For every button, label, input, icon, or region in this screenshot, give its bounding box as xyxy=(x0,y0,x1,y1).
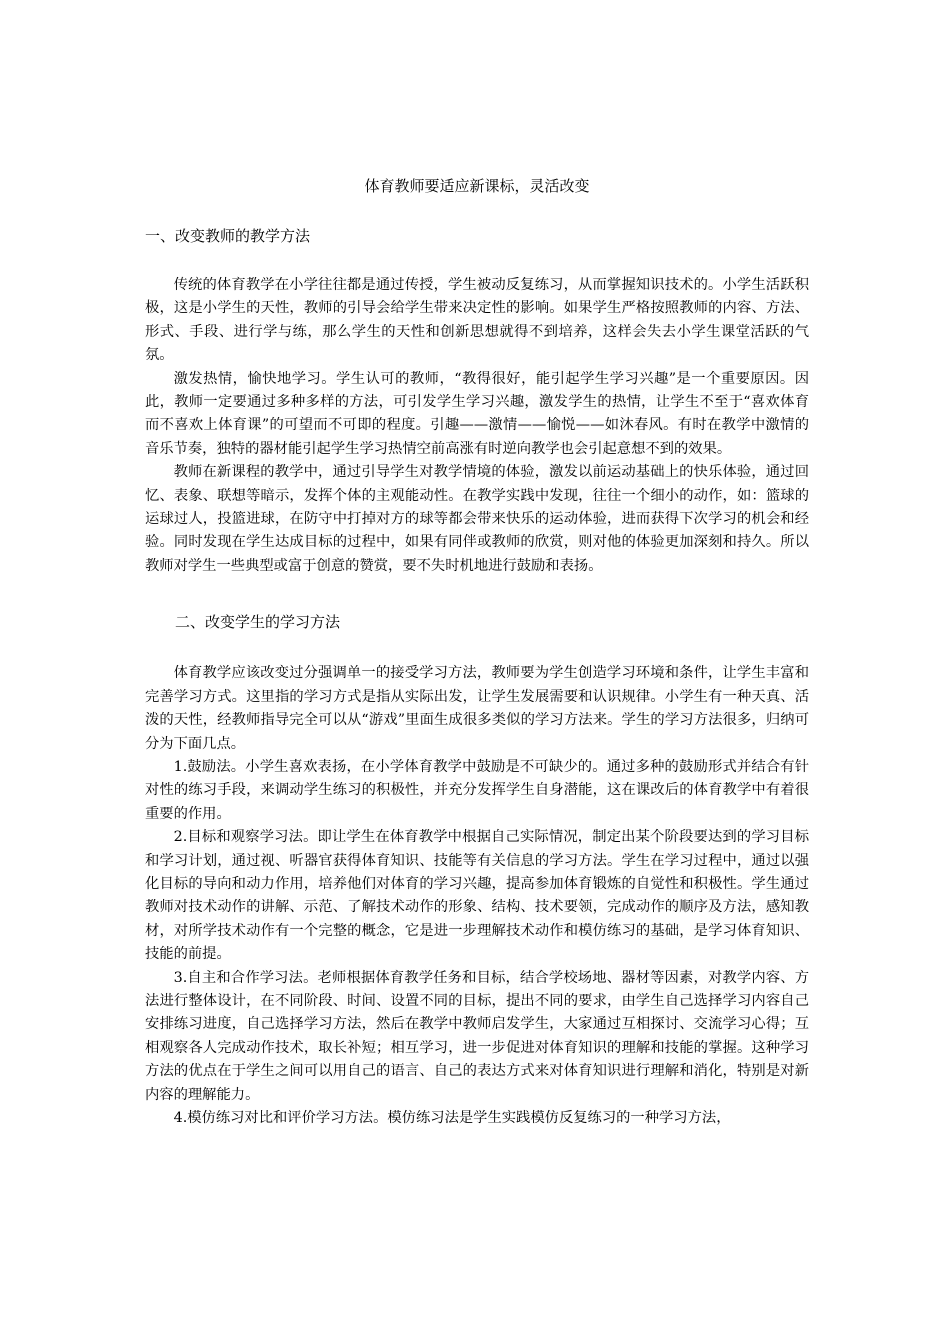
paragraph: 传统的体育教学在小学往往都是通过传授，学生被动反复练习，从而掌握知识技术的。小学生活跃积极，这是小学生的天性，教师的引导会给学生带来决定性的影响。如果学生严格按照教师的内容、方法、形式、手段、进行学与练，那么学生的天性和创新思想就得不到培养，这样会失去小学生课堂活跃的气氛。 xyxy=(145,277,809,364)
paragraph: 4.模仿练习对比和评价学习方法。模仿练习法是学生实践模仿反复练习的一种学习方法， xyxy=(173,1110,731,1126)
document-body xyxy=(145,172,809,1130)
paragraph: 3.自主和合作学习法。老师根据体育教学任务和目标，结合学校场地、器材等因素，对教学内容、方法进行整体设计，在不同阶段、时间、设置不同的目标，提出不同的要求，由学生自己选择学习内容自己安排练习进度，自己选择学习方法，然后在教学中教师启发学生，大家通过互相探讨、交流学习心得；互相观察各人完成动作技术，取长补短；相互学习，进一步促进对体育知识的理解和技能的掌握。这种学习方法的优点在于学生之间可以用自己的语言、自己的表达方式来对体育知识进行理解和消化，特别是对新内容的理解能力。 xyxy=(145,969,809,1103)
paragraph: 激发热情，愉快地学习。学生认可的教师，“教得很好，能引起学生学习兴趣”是一个重要原因。因此，教师一定要通过多种多样的方法，可引发学生学习兴趣，激发学生的热情，让学生不至于“喜欢体育而不喜欢上体育课”的可望而不可即的程度。引趣——激情——愉悦——如沐春风。有时在教学中激情的音乐节奏，独特的器材能引起学生学习热情空前高涨有时逆向教学也会引起意想不到的效果。 xyxy=(145,370,809,457)
section-heading-learning-methods: 二、改变学生的学习方法 xyxy=(175,613,341,632)
paragraph: 教师在新课程的教学中，通过引导学生对教学情境的体验，激发以前运动基础上的快乐体验，通过回忆、表象、联想等暗示，发挥个体的主观能动性。在教学实践中发现，往往一个细小的动作，如：篮球的运球过人，投篮进球，在防守中打掉对方的球等都会带来快乐的运动体验，进而获得下次学习的机会和经验。同时发现在学生达成目标的过程中，如果有同伴或教师的欣赏，则对他的体验更加深刻和持久。所以教师对学生一些典型或富于创意的赞赏，要不失时机地进行鼓励和表扬。 xyxy=(145,464,809,574)
section-heading-teaching-methods: 一、改变教师的教学方法 xyxy=(145,227,311,245)
paragraph: 2.目标和观察学习法。即让学生在体育教学中根据自己实际情况，制定出某个阶段要达到的学习目标和学习计划，通过视、听器官获得体育知识、技能等有关信息的学习方法。学生在学习过程中，通过以强化目标的导向和动力作用，培养他们对体育的学习兴趣，提高参加体育锻炼的自觉性和积极性。学生通过教师对技术动作的讲解、示范、了解技术动作的形象、结构、技术要领，完成动作的顺序及方法，感知教材，对所学技术动作有一个完整的概念，它是进一步理解技术动作和模仿练习的基础，是学习体育知识、技能的前提。 xyxy=(145,829,809,963)
paragraph: 1.鼓励法。小学生喜欢表扬，在小学体育教学中鼓励是不可缺少的。通过多种的鼓励形式并结合有针对性的练习手段，来调动学生练习的积极性，并充分发挥学生自身潜能，这在课改后的体育教学中有着很重要的作用。 xyxy=(145,758,809,822)
document-title: 体育教师要适应新课标，灵活改变 xyxy=(364,177,590,195)
paragraph: 体育教学应该改变过分强调单一的接受学习方法，教师要为学生创造学习环境和条件，让学生丰富和完善学习方式。这里指的学习方式是指从实际出发，让学生发展需要和认识规律。小学生有一种天真、活泼的天性，经教师指导完全可以从“游戏”里面生成很多类似的学习方法来。学生的学习方法很多，归纳可分为下面几点。 xyxy=(145,665,809,752)
